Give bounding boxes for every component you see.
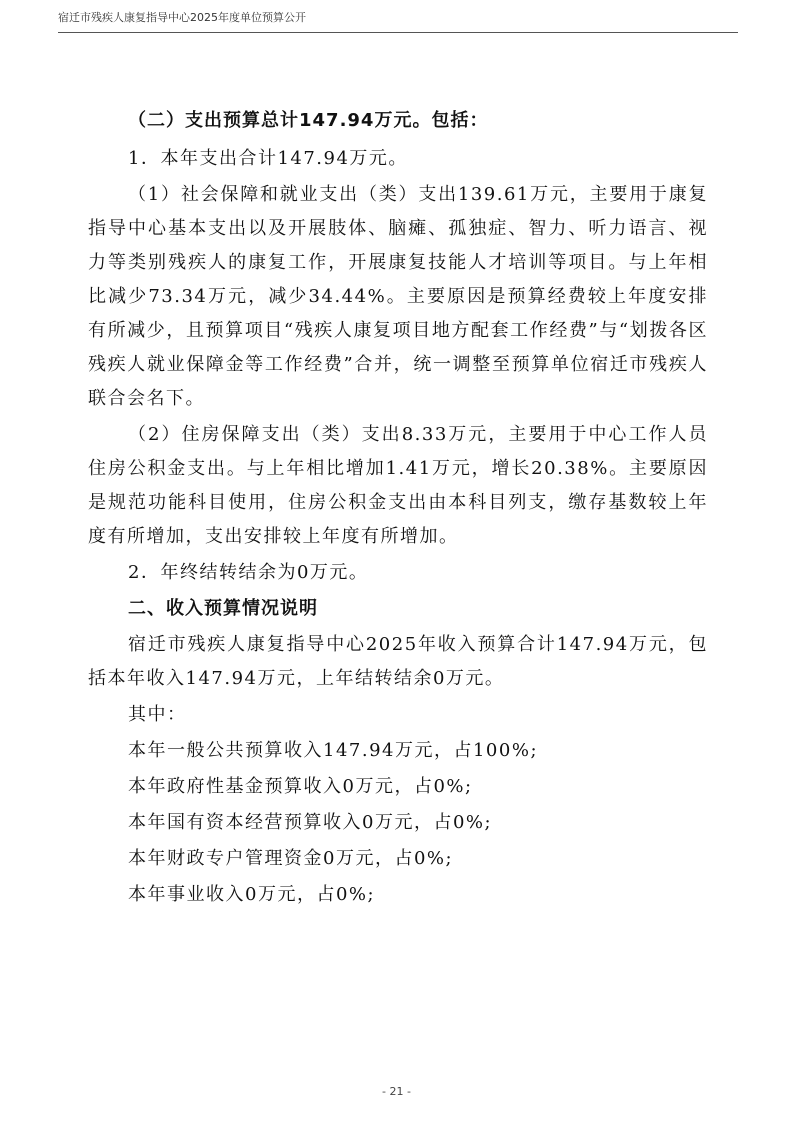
income-heading: 二、收入预算情况说明 bbox=[128, 598, 318, 619]
income-line: 本年事业收入0万元，占0%; bbox=[128, 884, 376, 905]
expense-social-security: （1）社会保障和就业支出（类）支出139.61万元，主要用于康复指导中心基本支出以及开展肢体、脑瘫、孤独症、智力、听力语言、视力等类别残疾人的康复工作，开展康复技能人才培训等项目。与上年相比减少73.34万元，减少34.44%。主要原因是预算经费较上年度安排有所减少，且预算项目“残疾人康复项目地方配套工作经费”与“划拨各区残疾人就业保障金等工作经费”合并，统一调整至预算单位宿迁市残疾人联合会名下。 bbox=[88, 184, 708, 409]
income-summary: 宿迁市残疾人康复指导中心2025年收入预算合计147.94万元，包括本年收入147.94万元，上年结转结余0万元。 bbox=[88, 634, 708, 689]
income-line: 本年一般公共预算收入147.94万元，占100%; bbox=[128, 740, 539, 761]
header-title: 宿迁市残疾人康复指导中心2025年度单位预算公开 bbox=[58, 11, 306, 24]
page-number: - 21 - bbox=[382, 1085, 411, 1098]
income-among: 其中： bbox=[128, 704, 187, 725]
expense-housing: （2）住房保障支出（类）支出8.33万元，主要用于中心工作人员住房公积金支出。与上年相比增加1.41万元，增长20.38%。主要原因是规范功能科目使用，住房公积金支出由本科目列支，缴存基数较上年度有所增加，支出安排较上年度有所增加。 bbox=[88, 424, 708, 547]
page-header bbox=[58, 10, 738, 33]
income-line: 本年政府性基金预算收入0万元，占0%; bbox=[128, 776, 473, 797]
expense-item-2: 2．年终结转结余为0万元。 bbox=[128, 562, 369, 583]
document-body bbox=[88, 104, 708, 912]
expense-heading: （二）支出预算总计147.94万元。包括： bbox=[128, 110, 489, 131]
income-line: 本年财政专户管理资金0万元，占0%; bbox=[128, 848, 454, 869]
income-line: 本年国有资本经营预算收入0万元，占0%; bbox=[128, 812, 493, 833]
expense-item-1: 1．本年支出合计147.94万元。 bbox=[128, 148, 408, 169]
